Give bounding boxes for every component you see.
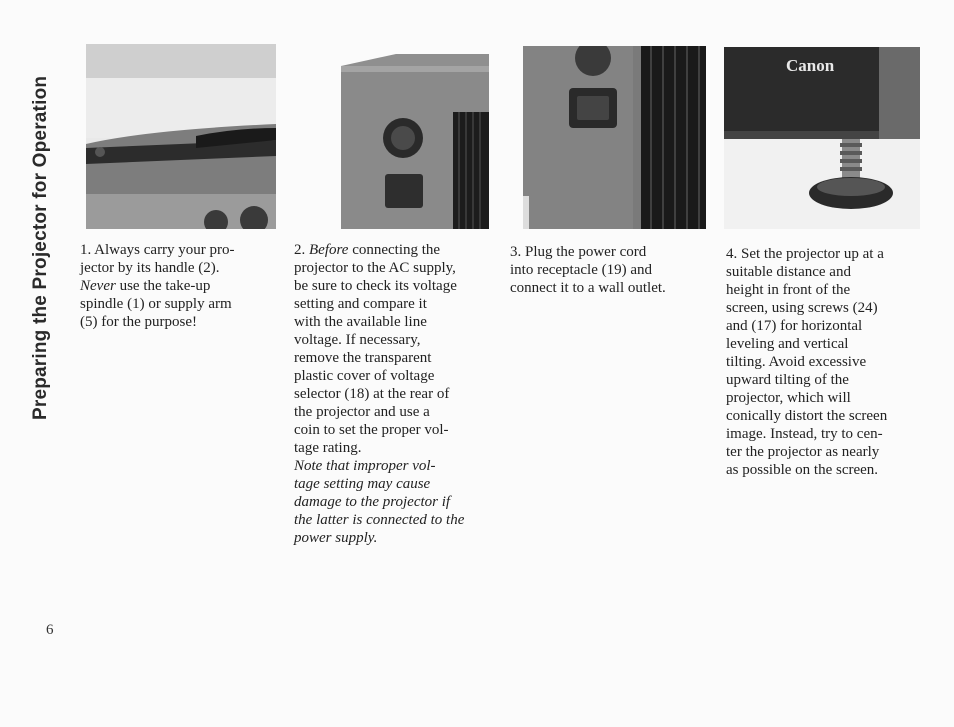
- text-line: 2. Before connecting the: [294, 242, 441, 258]
- text-line: into receptacle (19) and: [510, 262, 653, 278]
- text-line: projector to the AC supply,: [294, 260, 456, 276]
- text-line: and (17) for horizontal: [726, 318, 863, 334]
- text-line: 1. Always carry your pro-: [80, 242, 235, 258]
- warning-note-line: the latter is connected to the: [294, 512, 465, 528]
- warning-note-line: Note that improper vol-: [294, 458, 436, 474]
- text-line: height in front of the: [726, 282, 851, 298]
- text-line: setting and compare it: [294, 296, 427, 312]
- text-line: projector, which will: [726, 390, 851, 406]
- text-line: tage rating.: [294, 440, 362, 456]
- warning-note-line: power supply.: [294, 530, 378, 546]
- text-line: jector by its handle (2).: [80, 260, 220, 276]
- text-line: tilting. Avoid excessive: [726, 354, 867, 370]
- text-line: 3. Plug the power cord: [510, 244, 647, 260]
- text-line: remove the transparent: [294, 350, 432, 366]
- text-line: coin to set the proper vol-: [294, 422, 449, 438]
- text-line: spindle (1) or supply arm: [80, 296, 232, 312]
- text-line: 4. Set the projector up at a: [726, 246, 884, 262]
- canon-logo: Canon: [786, 56, 835, 75]
- warning-note-line: damage to the projector if: [294, 494, 451, 510]
- projector-handle-photo: [86, 44, 276, 229]
- text-line: Never use the take-up: [80, 278, 211, 294]
- step-1: [80, 241, 280, 331]
- step-3: [510, 243, 710, 297]
- voltage-selector-photo: [341, 52, 489, 229]
- projector-feet-photo: [724, 47, 920, 229]
- text-line: suitable distance and: [726, 264, 851, 280]
- text-line: screen, using screws (24): [726, 300, 878, 316]
- step-4: [726, 245, 931, 479]
- text-line: the projector and use a: [294, 404, 430, 420]
- text-line: leveling and vertical: [726, 336, 849, 352]
- text-line: selector (18) at the rear of: [294, 386, 450, 402]
- text-line: with the available line: [294, 314, 427, 330]
- power-receptacle-photo: [523, 46, 706, 229]
- text-line: be sure to check its voltage: [294, 278, 457, 294]
- text-line: conically distort the screen: [726, 408, 888, 424]
- text-line: upward tilting of the: [726, 372, 849, 388]
- text-line: connect it to a wall outlet.: [510, 280, 666, 296]
- text-line: (5) for the purpose!: [80, 314, 198, 330]
- text-line: as possible on the screen.: [726, 462, 879, 478]
- step-2: [294, 241, 504, 547]
- text-line: image. Instead, try to cen-: [726, 426, 883, 442]
- page-number: 6: [46, 622, 54, 638]
- text-line: ter the projector as nearly: [726, 444, 880, 460]
- text-line: plastic cover of voltage: [294, 368, 435, 384]
- side-title: Preparing the Projector for Operation: [30, 75, 51, 420]
- text-line: voltage. If necessary,: [294, 332, 421, 348]
- warning-note-line: tage setting may cause: [294, 476, 431, 492]
